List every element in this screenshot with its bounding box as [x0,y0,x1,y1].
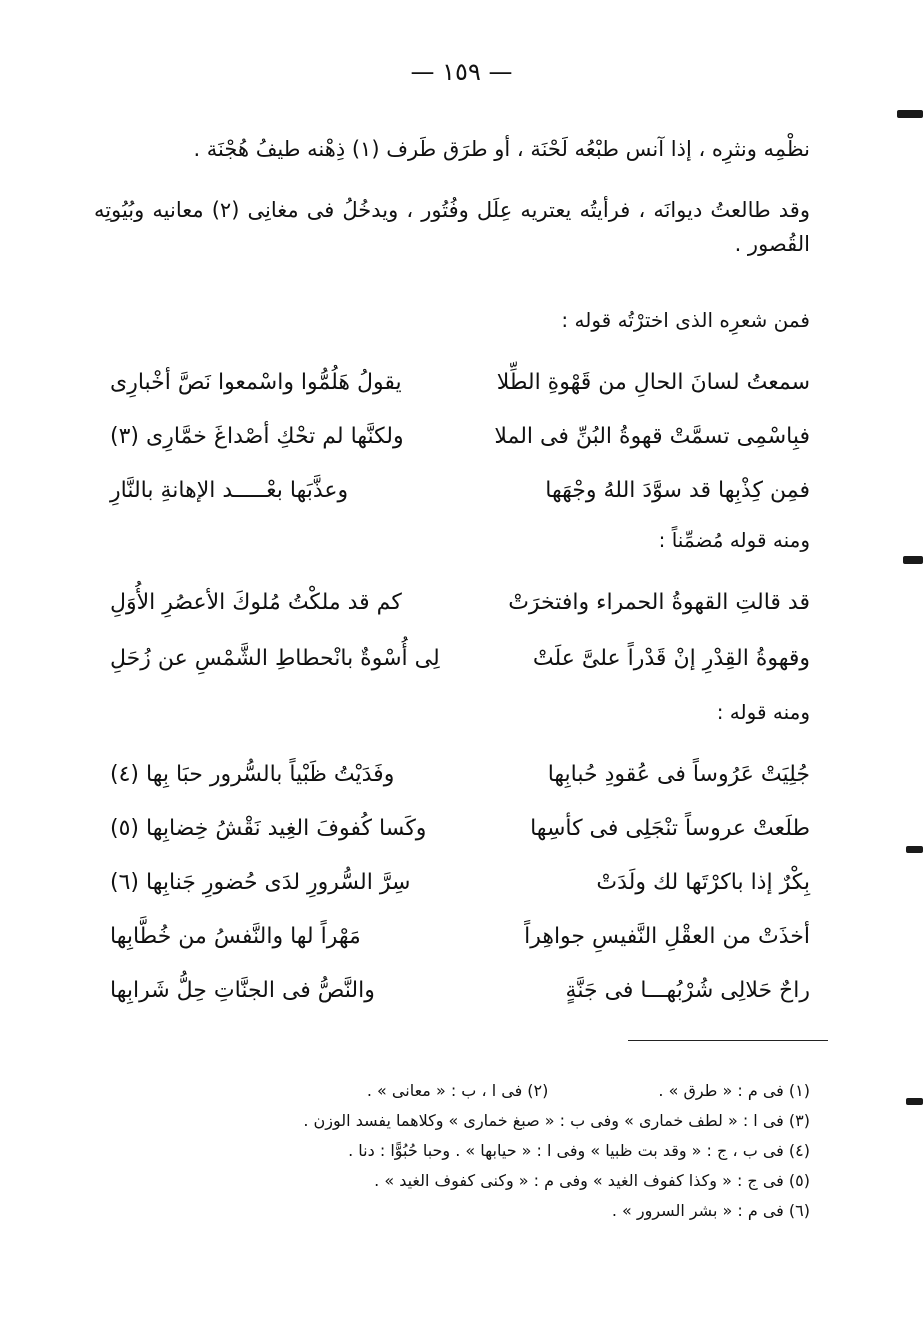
verse-second-hemistich: كم قد ملكْتُ مُلوكَ الأعصُرِ الأُوَلِ [110,589,402,615]
page-number: — ١٥٩ — [410,58,513,86]
scan-edge-mark [906,846,923,853]
prose-paragraph-2: وقد طالعتُ ديوانَه ، فرأيتُه يعتريه عِلَل وفُتُور ، ويدخُلُ فى مغانِى (٢) معانيه وبُيُوتِه القُصور . [94,198,810,256]
footnotes [94,1076,810,1226]
footnote-1: (١) فى م : « طرق » . [658,1081,810,1100]
verse-first-hemistich: أخذَتْ من العقْلِ النَّفيسِ جواهِراً [524,923,810,949]
poem-heading-1: فمن شعرِه الذى اخترْتُه قوله : [561,308,810,332]
verse-line [110,580,810,624]
footnote-row [94,1136,810,1166]
poem-heading-3: ومنه قوله : [716,700,810,724]
verse-first-hemistich: طلَعتْ عروساً تنْجَلِى فى كأسِها [530,815,810,841]
verse-line [110,360,810,404]
verse-second-hemistich: لِى أُسْوةٌ بانْحطاطِ الشَّمْسِ عن زُحَلِ [110,645,440,671]
verse-second-hemistich: سِرَّ السُّرورِ لدَى حُضورِ جَنابِها (٦) [110,869,411,895]
verse-second-hemistich: يقولُ هَلُمُّوا واسْمعوا نَصَّ أخْبارِى [110,369,402,395]
verse-line [110,636,810,680]
verse-first-hemistich: وقهوةُ القِدْرِ إنْ قَدْراً علىَّ علَتْ [532,645,810,671]
verse-second-hemistich: والنَّصُّ فى الجنَّاتِ حِلُّ شَرابِها [110,977,375,1003]
verse-first-hemistich: سمعتُ لسانَ الحالِ من قَهْوةِ الطِّلا [496,369,810,395]
verse-second-hemistich: ولكنَّها لم تحْكِ أصْداغَ خمَّارِى (٣) [110,423,404,449]
verse-second-hemistich: وفَدَيْتُ ظَبْياً بالسُّرور حبَا بِها (٤) [110,761,395,787]
footnote-row [94,1166,810,1196]
verse-line [110,968,810,1012]
scan-edge-mark [903,556,923,564]
verse-first-hemistich: راحٌ حَلالِى شُرْبُهـــا فى جَنَّةٍ [565,977,810,1003]
verse-second-hemistich: وكَسا كُفوفَ الغِيد نَقْشُ خِضابِها (٥) [110,815,427,841]
verse-first-hemistich: فمِن كِذْبِها قد سوَّدَ اللهُ وجْهَها [545,477,810,503]
verse-first-hemistich: فبِاسْمِى تسمَّتْ قهوةُ البُنِّ فى الملا [494,423,810,449]
verse-line [110,752,810,796]
verse-line [110,914,810,958]
verse-line [110,468,810,512]
footnote-4: (٤) فى ب ، ج : « وقد بت ظبيا » وفى ا : « حيابها » . وحبا حُبُوًّا : دنا . [348,1141,810,1160]
verse-first-hemistich: قد قالتِ القهوةُ الحمراء وافتخرَتْ [508,589,810,615]
verse-second-hemistich: مَهْراً لها والنَّفسُ من خُطَّابِها [110,923,361,949]
footnote-2: (٢) فى ا ، ب : « معانى » . [366,1081,549,1100]
footnote-3: (٣) فى ا : « لطف خمارى » وفى ب : « صبغ خمارى » وكلاهما يفسد الوزن . [303,1111,810,1130]
scan-edge-mark [897,110,923,118]
prose-paragraph-1: نظْمِه ونثرِه ، إذا آنس طبْعُه لَحْنَة ، أو طرَق طَرف (١) ذِهْنه طيفُ هُجْنَة . [193,137,810,161]
scan-edge-mark [906,1098,923,1105]
footnote-6: (٦) فى م : « بشر السرور » . [611,1201,810,1220]
footnote-5: (٥) فى ج : « وكذا كفوف الغيد » وفى م : « وكنى كفوف الغيد » . [374,1171,810,1190]
footnote-row [94,1076,810,1106]
verse-line [110,414,810,458]
footnote-separator [628,1040,828,1041]
verse-line [110,860,810,904]
footnote-row [94,1106,810,1136]
verse-second-hemistich: وعذَّبَها بعْـــــد الإهانةِ بالنَّارِ [110,477,349,503]
footnote-row [94,1196,810,1226]
verse-line [110,806,810,850]
poem-heading-2: ومنه قوله مُضمِّناً : [658,528,810,552]
verse-first-hemistich: بِكْرٌ إذا باكرْتَها لك ولَدَتْ [596,869,810,895]
verse-first-hemistich: جُلِيَتْ عَرُوساً فى عُقودِ حُبابِها [547,761,810,787]
